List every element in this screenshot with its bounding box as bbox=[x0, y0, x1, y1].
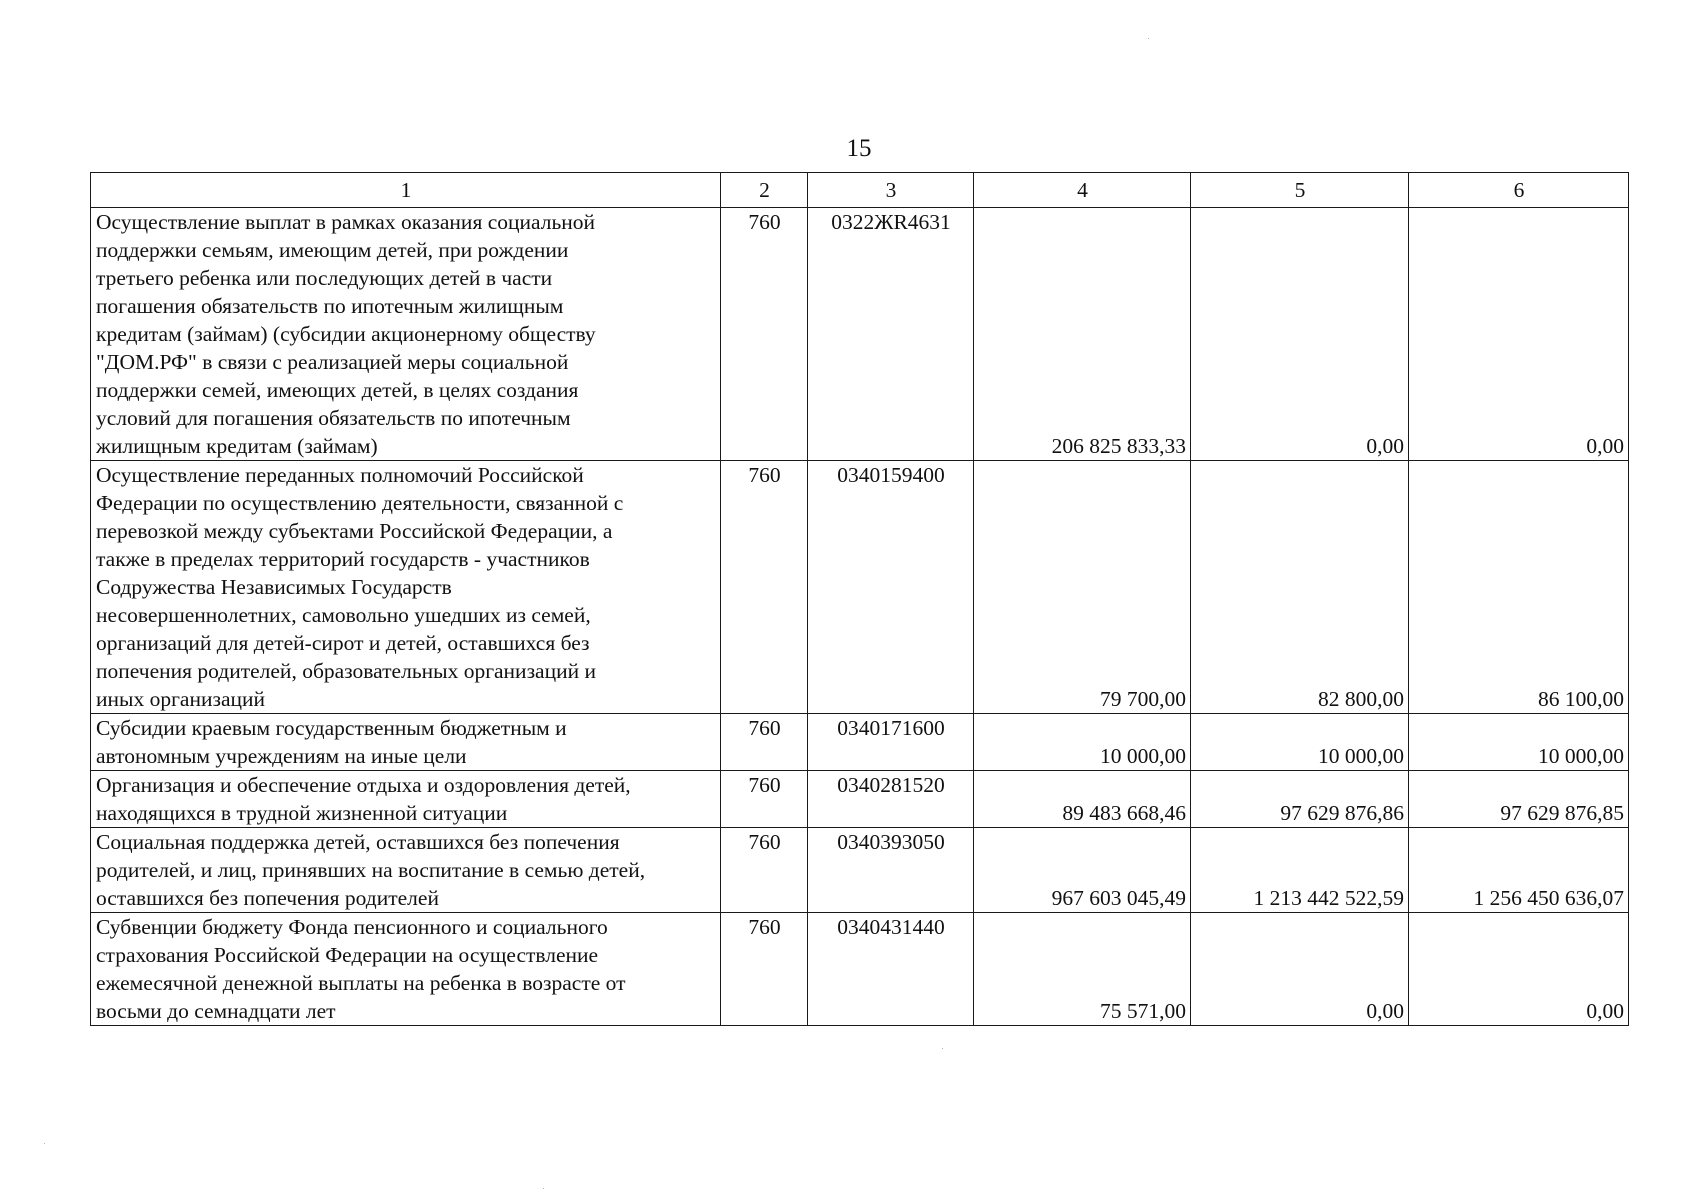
header-row bbox=[91, 173, 1629, 208]
row-description: Осуществление переданных полномочий Российской Федерации по осуществлению деятельности, связанной с перевозкой между субъектами Российской Федерации, а также в пределах территорий государств - участников Содружества Независимых Государств несовершеннолетних, самовольно ушедших из семей, организаций для детей-сирот и детей, оставшихся без попечения родителей, образовательных организаций и иных организаций bbox=[91, 461, 721, 714]
scan-speck bbox=[1148, 38, 1149, 39]
row-target-article: 0340159400 bbox=[808, 461, 974, 714]
row-target-article: 0340393050 bbox=[808, 828, 974, 913]
table-row bbox=[91, 913, 1629, 1026]
table-row bbox=[91, 771, 1629, 828]
row-code: 760 bbox=[721, 771, 808, 828]
column-header-4: 4 bbox=[974, 173, 1191, 208]
row-amount-col5: 0,00 bbox=[1191, 208, 1409, 461]
row-code: 760 bbox=[721, 714, 808, 771]
table-row bbox=[91, 208, 1629, 461]
row-amount-col4: 10 000,00 bbox=[974, 714, 1191, 771]
column-header-3: 3 bbox=[808, 173, 974, 208]
row-amount-col4: 79 700,00 bbox=[974, 461, 1191, 714]
row-amount-col5: 0,00 bbox=[1191, 913, 1409, 1026]
row-description: Организация и обеспечение отдыха и оздоровления детей, находящихся в трудной жизненной ситуации bbox=[91, 771, 721, 828]
scan-speck bbox=[543, 1188, 544, 1189]
column-header-5: 5 bbox=[1191, 173, 1409, 208]
row-amount-col4: 89 483 668,46 bbox=[974, 771, 1191, 828]
row-amount-col6: 10 000,00 bbox=[1409, 714, 1629, 771]
row-amount-col5: 1 213 442 522,59 bbox=[1191, 828, 1409, 913]
row-description: Социальная поддержка детей, оставшихся без попечения родителей, и лиц, принявших на воспитание в семью детей, оставшихся без попечения родителей bbox=[91, 828, 721, 913]
row-amount-col6: 0,00 bbox=[1409, 913, 1629, 1026]
row-target-article: 0340171600 bbox=[808, 714, 974, 771]
row-amount-col6: 0,00 bbox=[1409, 208, 1629, 461]
row-description: Осуществление выплат в рамках оказания социальной поддержки семьям, имеющим детей, при рождении третьего ребенка или последующих детей в части погашения обязательств по ипотечным жилищным кредитам (займам) (субсидии акционерному обществу "ДОМ.РФ" в связи с реализацией меры социальной поддержки семей, имеющих детей, в целях создания условий для погашения обязательств по ипотечным жилищным кредитам (займам) bbox=[91, 208, 721, 461]
row-amount-col5: 97 629 876,86 bbox=[1191, 771, 1409, 828]
row-description: Субвенции бюджету Фонда пенсионного и социального страхования Российской Федерации на осуществление ежемесячной денежной выплаты на ребенка в возрасте от восьми до семнадцати лет bbox=[91, 913, 721, 1026]
table-row bbox=[91, 714, 1629, 771]
table-row bbox=[91, 461, 1629, 714]
row-description: Субсидии краевым государственным бюджетным и автономным учреждениям на иные цели bbox=[91, 714, 721, 771]
row-code: 760 bbox=[721, 461, 808, 714]
row-amount-col4: 206 825 833,33 bbox=[974, 208, 1191, 461]
row-amount-col6: 97 629 876,85 bbox=[1409, 771, 1629, 828]
row-code: 760 bbox=[721, 208, 808, 461]
row-amount-col6: 1 256 450 636,07 bbox=[1409, 828, 1629, 913]
row-code: 760 bbox=[721, 913, 808, 1026]
row-target-article: 0340431440 bbox=[808, 913, 974, 1026]
page-number bbox=[0, 134, 1698, 164]
row-amount-col5: 10 000,00 bbox=[1191, 714, 1409, 771]
row-code: 760 bbox=[721, 828, 808, 913]
page-number-text: 15 bbox=[846, 135, 872, 162]
scan-speck bbox=[44, 1143, 45, 1144]
row-target-article: 0340281520 bbox=[808, 771, 974, 828]
column-header-6: 6 bbox=[1409, 173, 1629, 208]
column-header-2: 2 bbox=[721, 173, 808, 208]
scan-speck bbox=[942, 1048, 943, 1049]
row-target-article: 0322ЖR4631 bbox=[808, 208, 974, 461]
budget-table bbox=[90, 172, 1629, 1026]
row-amount-col5: 82 800,00 bbox=[1191, 461, 1409, 714]
row-amount-col4: 75 571,00 bbox=[974, 913, 1191, 1026]
row-amount-col4: 967 603 045,49 bbox=[974, 828, 1191, 913]
row-amount-col6: 86 100,00 bbox=[1409, 461, 1629, 714]
column-header-1: 1 bbox=[91, 173, 721, 208]
table-row bbox=[91, 828, 1629, 913]
